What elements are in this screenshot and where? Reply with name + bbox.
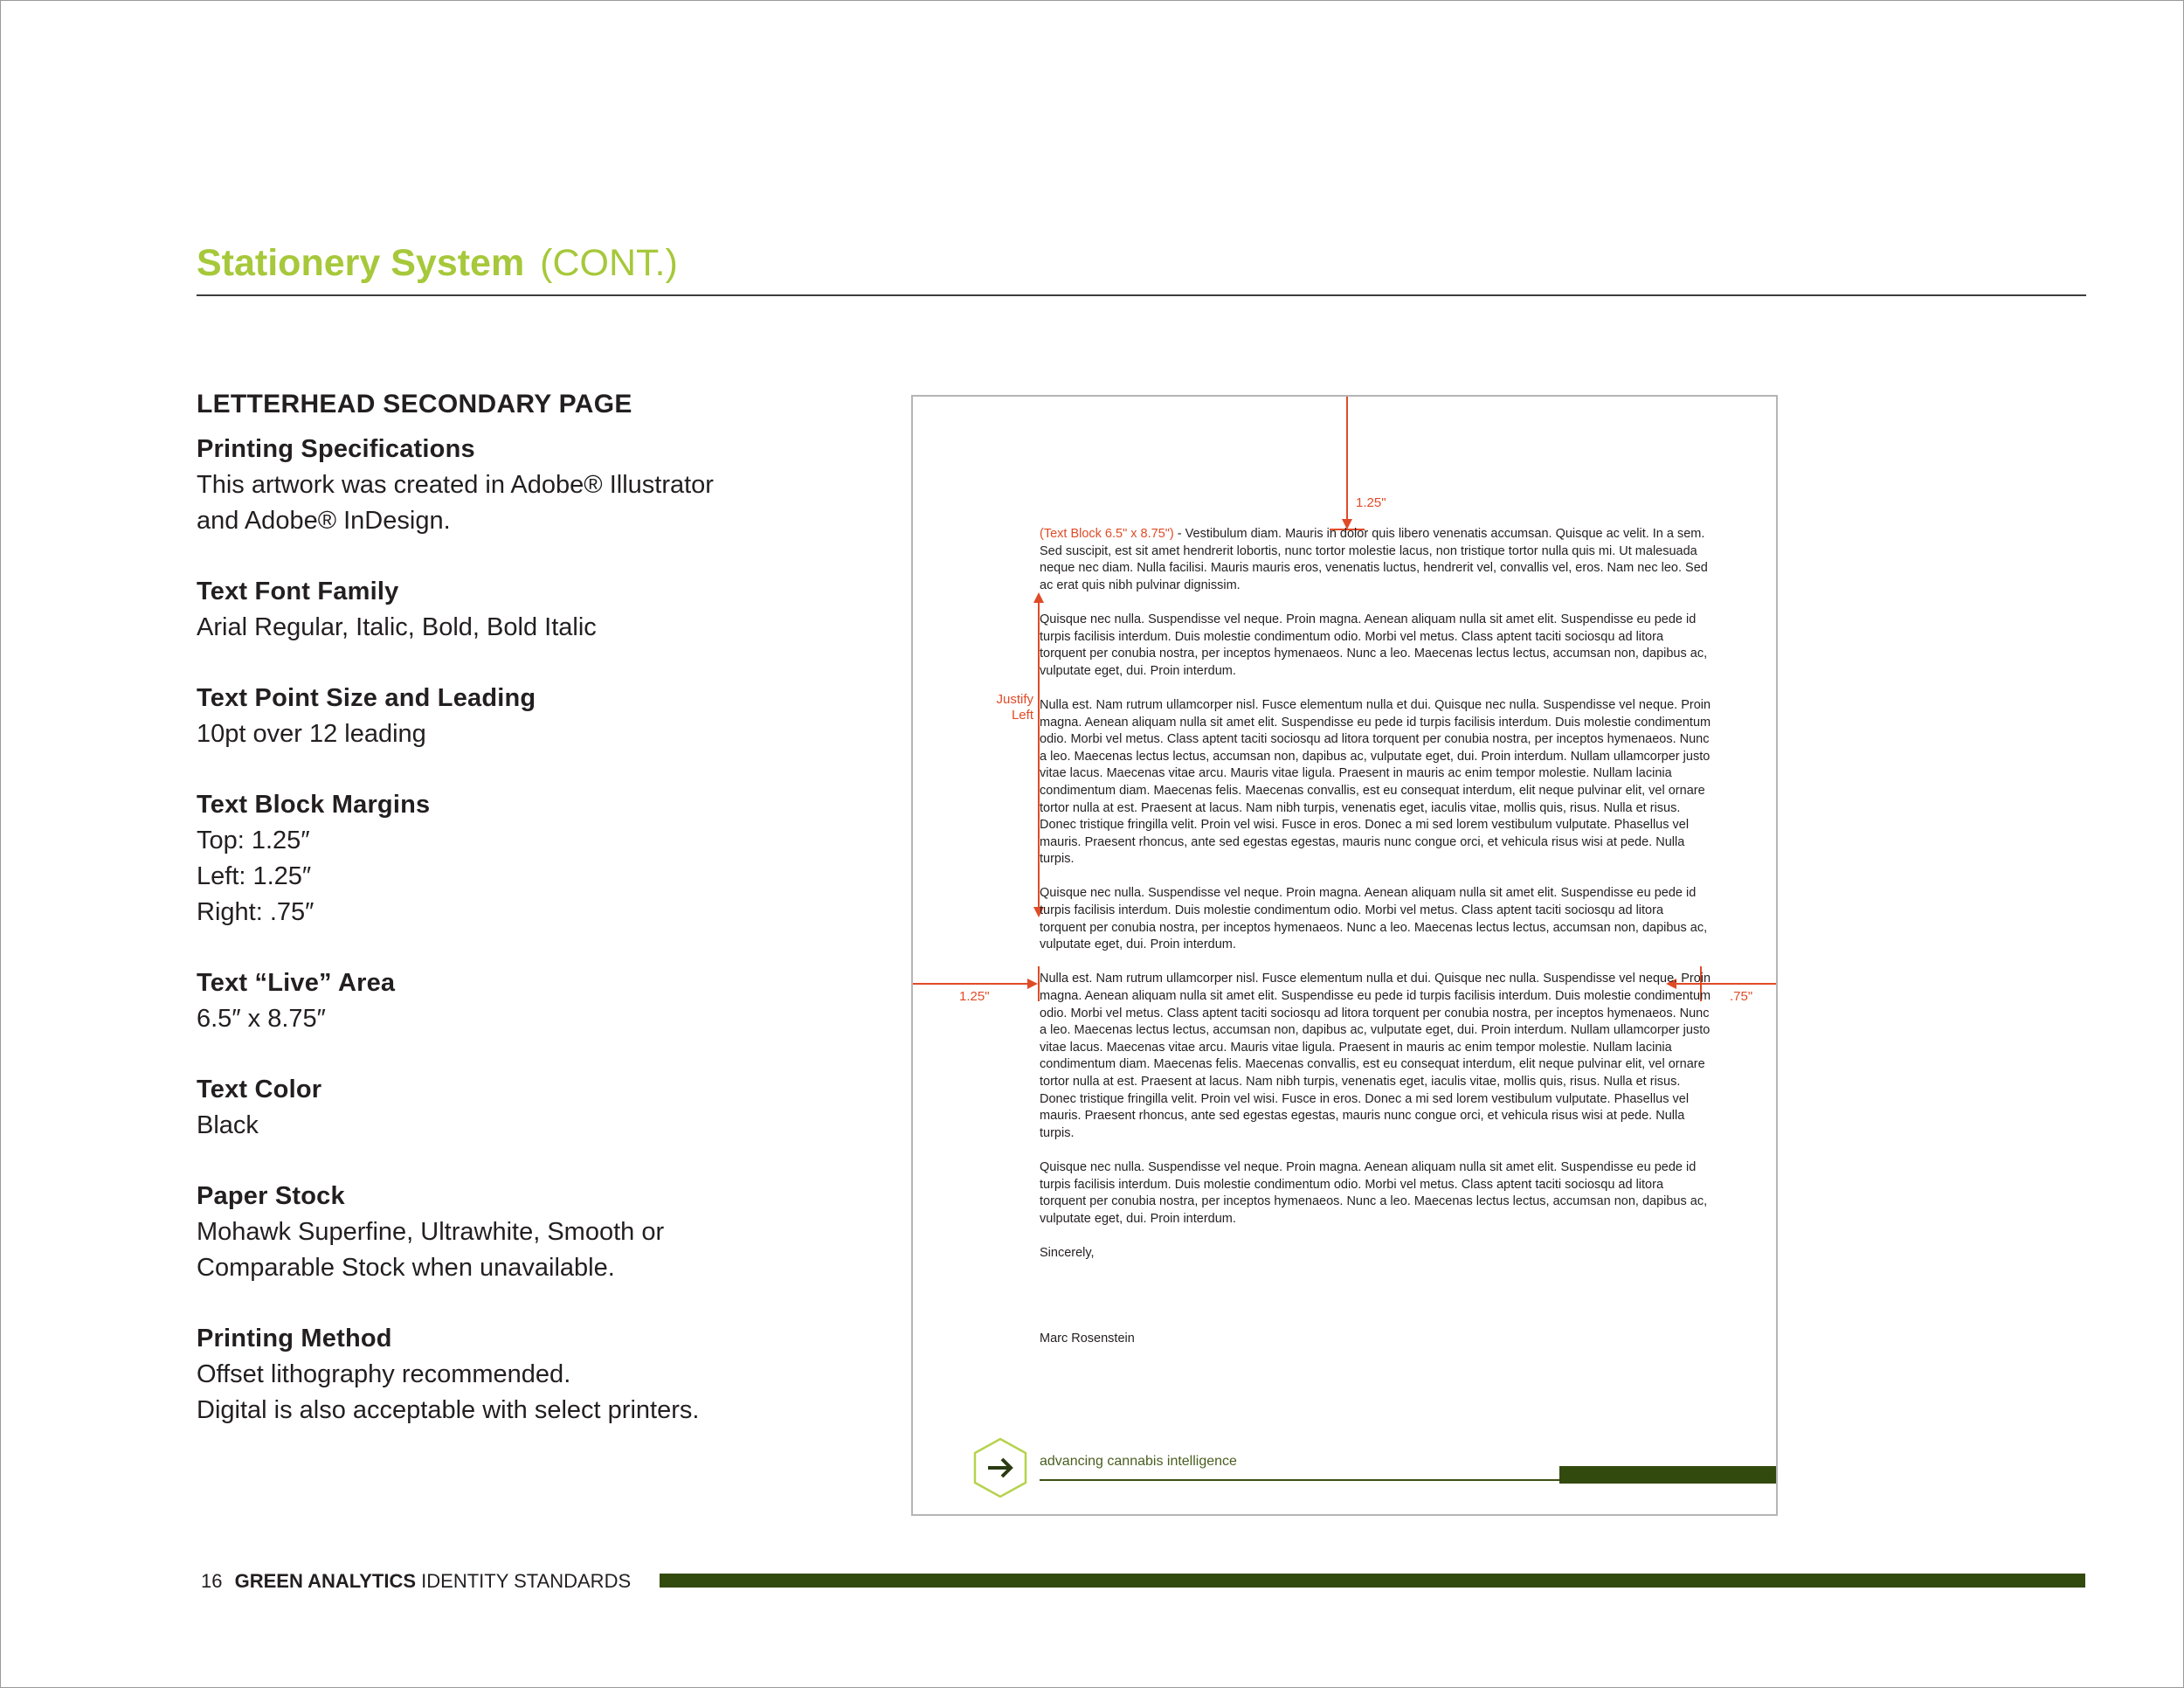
spec-paper-stock [197,1179,808,1286]
text-block-label: (Text Block 6.5" x 8.75") [1040,527,1174,541]
left-margin-line [913,983,1028,985]
spec-line: Comparable Stock when unavailable. [197,1254,615,1282]
justify-label [988,692,1033,723]
top-margin-label: 1.25" [1356,495,1386,510]
spec-printing-method [197,1321,808,1429]
left-margin-arrow [1027,979,1038,989]
justify-label-line: Left [1011,708,1033,723]
letter-paragraph [1040,526,1712,594]
letter-closing: Sincerely, [1040,1245,1095,1260]
specifications-column [197,384,808,1463]
spec-line: 6.5″ x 8.75″ [197,1005,326,1033]
spec-text-color [197,1072,808,1144]
spec-line [197,467,808,503]
spec-line: Mohawk Superfine, Ultrawhite, Smooth or [197,1218,665,1246]
spec-line: Arial Regular, Italic, Bold, Bold Italic [197,613,597,641]
letter-paragraph: Nulla est. Nam rutrum ullamcorper nisl. Fusce elementum nulla et dui. Quisque nec nulla. Suspendisse vel neque. Proin magna. Aenean aliquam nulla sit amet elit. Suspendisse eu pede id turpis facilisis interdum. Duis molestie condimentum odio. Morbi vel metus. Class aptent taciti sociosqu ad litora torquent per conubia nostra, per inceptos hymenaeos. Nunc a leo. Maecenas lectus lectus, accumsan non, dapibus ac, vulputate eget, dui. Proin interdum. Nullam ullamcorper justo vitae lacus. Maecenas vitae arcu. Mauris vitae ligula. Praesent in mauris ac enim tempor molestie. Nullam lacinia condimentum diam. Maecenas felis. Maecenas convallis, est eu consequat interdum, elit neque pulvinar elit, vel ornare tortor nulla at est. Praesent at lacus. Nam nibh turpis, venenatis eget, iaculis vitae, mollis quis, risus. Nulla et risus. Donec tristique fringilla velit. Proin vel wisi. Fusce in eros. Donec a mi sed lorem vestibulum vulputate. Phasellus vel mauris. Praesent rhoncus, ante sed egestas egestas, mauris nunc congue orci, et vehicula risus wisi at pede. Nulla turpis. [1040,972,1711,1140]
letterhead-sample [911,395,1778,1516]
page-title-main: Stationery System [197,242,525,284]
spec-label: Printing Method [197,1325,392,1352]
spec-line: Right: .75″ [197,898,314,926]
spec-label: Text “Live” Area [197,969,396,997]
spec-line: 10pt over 12 leading [197,720,426,748]
letter-paragraph: Nulla est. Nam rutrum ullamcorper nisl. Fusce elementum nulla et dui. Quisque nec nulla. Suspendisse vel neque. Proin magna. Aenean aliquam nulla sit amet elit. Suspendisse eu pede id turpis facilisis interdum. Duis molestie condimentum odio. Morbi vel metus. Class aptent taciti sociosqu ad litora torquent per conubia nostra, per inceptos hymenaeos. Nunc a leo. Maecenas lectus lectus, accumsan non, dapibus ac, vulputate eget, dui. Proin interdum. Nullam ullamcorper justo vitae lacus. Maecenas vitae arcu. Mauris vitae ligula. Praesent in mauris ac enim tempor molestie. Nullam lacinia condimentum diam. Maecenas felis. Maecenas convallis, est eu consequat interdum, elit neque pulvinar elit, vel ornare tortor nulla at est. Praesent at lacus. Nam nibh turpis, venenatis eget, iaculis vitae, mollis quis, risus. Nulla et risus. Donec tristique fringilla velit. Proin vel wisi. Fusce in eros. Donec a mi sed lorem vestibulum vulputate. Phasellus vel mauris. Praesent rhoncus, ante sed egestas egestas, mauris nunc congue orci, et vehicula risus wisi at pede. Nulla turpis. [1040,697,1711,867]
spec-line [197,503,808,539]
letter-tagline: advancing cannabis intelligence [1040,1454,1237,1469]
top-margin-line [1346,397,1348,521]
spec-text-font-family [197,574,808,646]
letter-footer-line [1040,1479,1559,1481]
spec-label: Text Block Margins [197,791,431,819]
header-rule [197,294,2086,296]
right-margin-label: .75" [1730,989,1753,1004]
page-number: 16 [201,1570,223,1592]
spec-label: Paper Stock [197,1182,345,1210]
letter-footer-bar [1559,1466,1778,1484]
letter-signature: Marc Rosenstein [1040,1331,1135,1346]
letter-paragraph: Quisque nec nulla. Suspendisse vel neque. Proin magna. Aenean aliquam nulla sit amet elit. Suspendisse eu pede id turpis facilisis interdum. Duis molestie condimentum odio. Morbi vel metus. Class aptent taciti sociosqu ad litora torquent per conubia nostra, per inceptos hymenaeos. Nunc a leo. Maecenas lectus lectus, accumsan non, dapibus ac, vulputate eget, dui. Proin interdum. [1040,612,1708,678]
spec-line: Offset lithography recommended. [197,1360,571,1388]
footer-brand: GREEN ANALYTICS [234,1570,417,1592]
justify-label-line: Justify [996,692,1033,707]
spec-line-text: This artwork was created in Adobe® Illustrator [197,471,714,499]
left-margin-label: 1.25" [959,989,990,1004]
footer-bar [660,1574,2085,1588]
spec-label: Text Point Size and Leading [197,684,536,712]
letter-paragraph-text: - Vestibulum diam. Mauris in dolor quis libero venenatis accumsan. Quisque ac velit. In a sem. Sed suscipit, est sit amet hendrerit lobortis, nunc tortor molestie lacus, non tristique tortor nulla quis mi. Ut malesuada neque nec diam. Nulla facilisi. Mauris mauris eros, venenatis luctus, hendrerit vel, convallis vel, eros. Nam nec leo. Sed ac erat quis nibh pulvinar dignissim. [1040,527,1708,592]
spec-label: Text Color [197,1076,322,1103]
page-title-suffix: (CONT.) [540,242,678,284]
page-title [197,238,678,288]
spec-text-block-margins [197,787,808,930]
spec-line: Digital is also acceptable with select printers. [197,1396,700,1424]
page-footer [201,1569,631,1594]
hexagon-arrow-icon [972,1436,1028,1499]
spec-text-live-area [197,965,808,1037]
spec-line: Top: 1.25″ [197,827,310,854]
letter-paragraph: Quisque nec nulla. Suspendisse vel neque. Proin magna. Aenean aliquam nulla sit amet elit. Suspendisse eu pede id turpis facilisis interdum. Duis molestie condimentum odio. Morbi vel metus. Class aptent taciti sociosqu ad litora torquent per conubia nostra, per inceptos hymenaeos. Nunc a leo. Maecenas lectus lectus, accumsan non, dapibus ac, vulputate eget, dui. Proin interdum. [1040,886,1708,952]
spec-label: Text Font Family [197,578,399,605]
section-title: LETTERHEAD SECONDARY PAGE [197,390,632,419]
letter-footer [913,1436,1776,1506]
spec-text-point-size [197,681,808,752]
spec-line: Left: 1.25″ [197,862,312,890]
spec-label: Printing Specifications [197,435,475,463]
spec-line: Black [197,1111,259,1139]
letter-body [1040,526,1712,1365]
spec-printing-specifications [197,432,808,539]
footer-suffix: IDENTITY STANDARDS [421,1570,632,1592]
spec-line-text: and Adobe® InDesign. [197,507,451,535]
letter-paragraph: Quisque nec nulla. Suspendisse vel neque. Proin magna. Aenean aliquam nulla sit amet elit. Suspendisse eu pede id turpis facilisis interdum. Duis molestie condimentum odio. Morbi vel metus. Class aptent taciti sociosqu ad litora torquent per conubia nostra, per inceptos hymenaeos. Nunc a leo. Maecenas lectus lectus, accumsan non, dapibus ac, vulputate eget, dui. Proin interdum. [1040,1159,1708,1226]
